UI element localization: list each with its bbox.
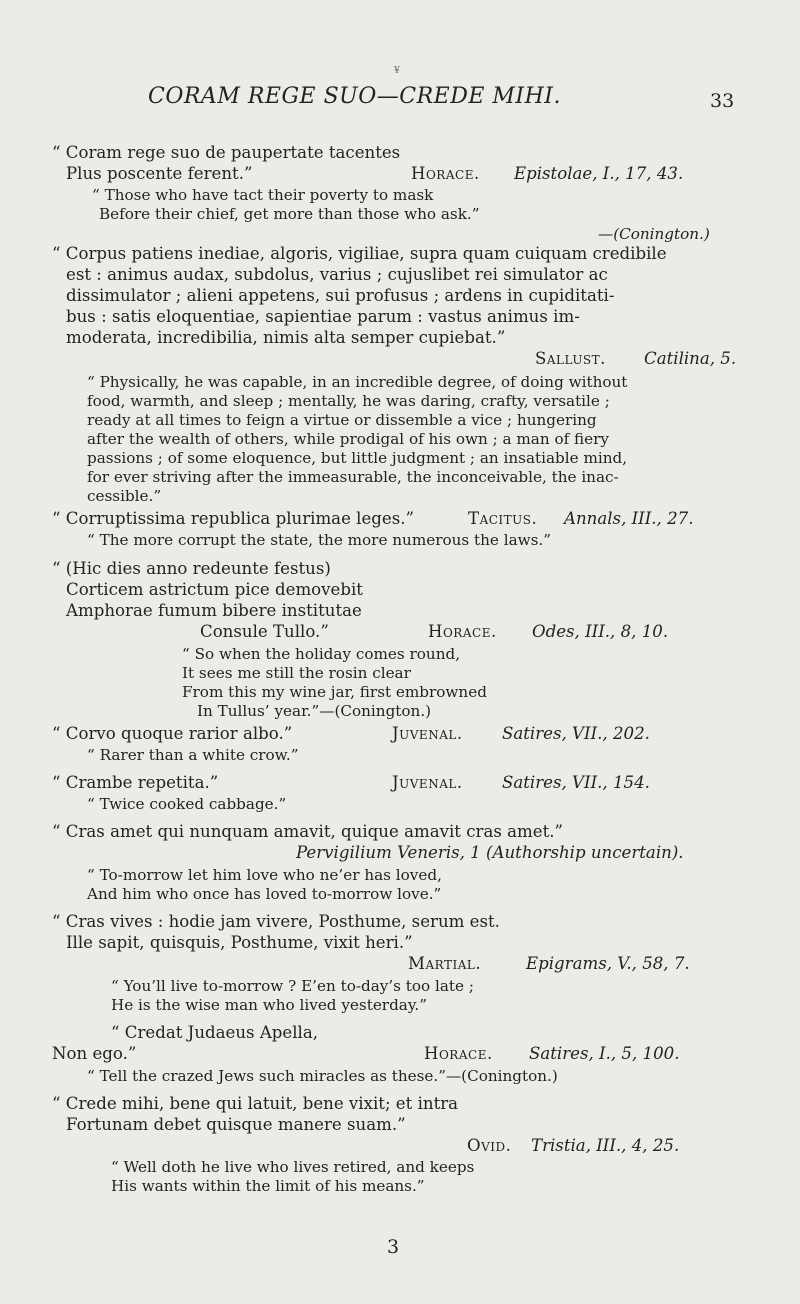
work-reference: Annals, III., 27. <box>564 509 694 528</box>
translation-line: “ Twice cooked cabbage.” <box>87 795 287 813</box>
author: Horace. <box>411 164 480 183</box>
work-reference: Pervigilium Veneris, 1 (Authorship uncertain). <box>296 843 684 862</box>
author: Sallust. <box>535 349 606 368</box>
translation-line: “ Well doth he live who lives retired, and keeps <box>111 1158 475 1176</box>
latin-line: “ (Hic dies anno redeunte festus) <box>52 559 331 578</box>
top-mark: ¥ <box>394 66 400 76</box>
translation-line: for ever striving after the immeasurable, the inconceivable, the inac- <box>87 468 619 486</box>
translation-line: In Tullus’ year.”—(Conington.) <box>197 702 432 720</box>
latin-line: Ille sapit, quisquis, Posthume, vixit heri.” <box>66 933 413 952</box>
translation-line: “ Tell the crazed Jews such miracles as these.”—(Conington.) <box>87 1067 558 1085</box>
translation-line: And him who once has loved to-morrow love.” <box>87 885 442 903</box>
translation-line: “ Physically, he was capable, in an incredible degree, of doing without <box>87 373 628 391</box>
latin-line: Corticem astrictum pice demovebit <box>66 580 363 599</box>
latin-line: Non ego.” <box>52 1044 137 1063</box>
author: Tacitus. <box>468 509 538 528</box>
work-reference: Satires, VII., 154. <box>502 773 650 792</box>
latin-line: Plus poscente ferent.” <box>66 164 253 183</box>
translation-line: after the wealth of others, while prodigal of his own ; a man of fiery <box>87 430 610 448</box>
latin-line: “ Coram rege suo de paupertate tacentes <box>52 143 401 162</box>
work-reference: Epistolae, I., 17, 43. <box>514 164 684 183</box>
page-number: 33 <box>710 90 735 112</box>
latin-line: Consule Tullo.” <box>200 622 329 641</box>
translation-line: food, warmth, and sleep ; mentally, he was daring, crafty, versatile ; <box>87 392 610 410</box>
translation-line: “ So when the holiday comes round, <box>182 645 461 663</box>
translation-line: passions ; of some eloquence, but little judgment ; an insatiable mind, <box>87 449 628 467</box>
translation-line: It sees me still the rosin clear <box>182 664 411 682</box>
author: Horace. <box>428 622 497 641</box>
translation-line: Before their chief, get more than those who ask.” <box>99 205 480 223</box>
latin-line: moderata, incredibilia, nimis alta semper cupiebat.” <box>66 328 506 347</box>
translation-line: “ Rarer than a white crow.” <box>87 746 299 764</box>
translation-line: “ The more corrupt the state, the more numerous the laws.” <box>87 531 552 549</box>
translation-line: His wants within the limit of his means.” <box>111 1177 425 1195</box>
work-reference: Catilina, 5. <box>644 349 737 368</box>
translation-line: “ To-morrow let him love who ne’er has loved, <box>87 866 442 884</box>
author: Juvenal. <box>392 773 463 792</box>
latin-line: “ Corvo quoque rarior albo.” <box>52 724 293 743</box>
latin-line: “ Cras vives : hodie jam vivere, Posthume, serum est. <box>52 912 500 931</box>
work-reference: Tristia, III., 4, 25. <box>531 1136 680 1155</box>
author: Horace. <box>424 1044 493 1063</box>
translator: —(Conington.) <box>598 225 710 243</box>
latin-line: “ Crede mihi, bene qui latuit, bene vixit; et intra <box>52 1094 459 1113</box>
signature-mark: 3 <box>387 1236 400 1258</box>
work-reference: Satires, I., 5, 100. <box>529 1044 680 1063</box>
latin-line: “ Cras amet qui nunquam amavit, quique amavit cras amet.” <box>52 822 563 841</box>
latin-line: bus : satis eloquentiae, sapientiae parum : vastus animus im- <box>66 307 580 326</box>
author: Juvenal. <box>392 724 463 743</box>
latin-line: Amphorae fumum bibere institutae <box>66 601 362 620</box>
work-reference: Odes, III., 8, 10. <box>532 622 669 641</box>
latin-line: “ Corpus patiens inediae, algoris, vigiliae, supra quam cuiquam credibile <box>52 244 667 263</box>
translation-line: “ Those who have tact their poverty to mask <box>92 186 434 204</box>
latin-line: “ Corruptissima republica plurimae leges.” <box>52 509 415 528</box>
translation-line: From this my wine jar, first embrowned <box>182 683 487 701</box>
latin-line: dissimulator ; alieni appetens, sui profusus ; ardens in cupiditati- <box>66 286 615 305</box>
work-reference: Epigrams, V., 58, 7. <box>526 954 690 973</box>
latin-line: “ Crambe repetita.” <box>52 773 219 792</box>
translation-line: ready at all times to feign a virtue or dissemble a vice ; hungering <box>87 411 597 429</box>
translation-line: “ You’ll live to-morrow ? E’en to-day’s too late ; <box>111 977 474 995</box>
translation-line: cessible.” <box>87 487 162 505</box>
translation-line: He is the wise man who lived yesterday.” <box>111 996 427 1014</box>
latin-line: Fortunam debet quisque manere suam.” <box>66 1115 406 1134</box>
author: Ovid. <box>467 1136 512 1155</box>
author: Martial. <box>408 954 482 973</box>
running-head: CORAM REGE SUO—CREDE MIHI. <box>148 84 561 109</box>
latin-line: “ Credat Judaeus Apella, <box>111 1023 319 1042</box>
latin-line: est : animus audax, subdolus, varius ; cujuslibet rei simulator ac <box>66 265 608 284</box>
work-reference: Satires, VII., 202. <box>502 724 650 743</box>
